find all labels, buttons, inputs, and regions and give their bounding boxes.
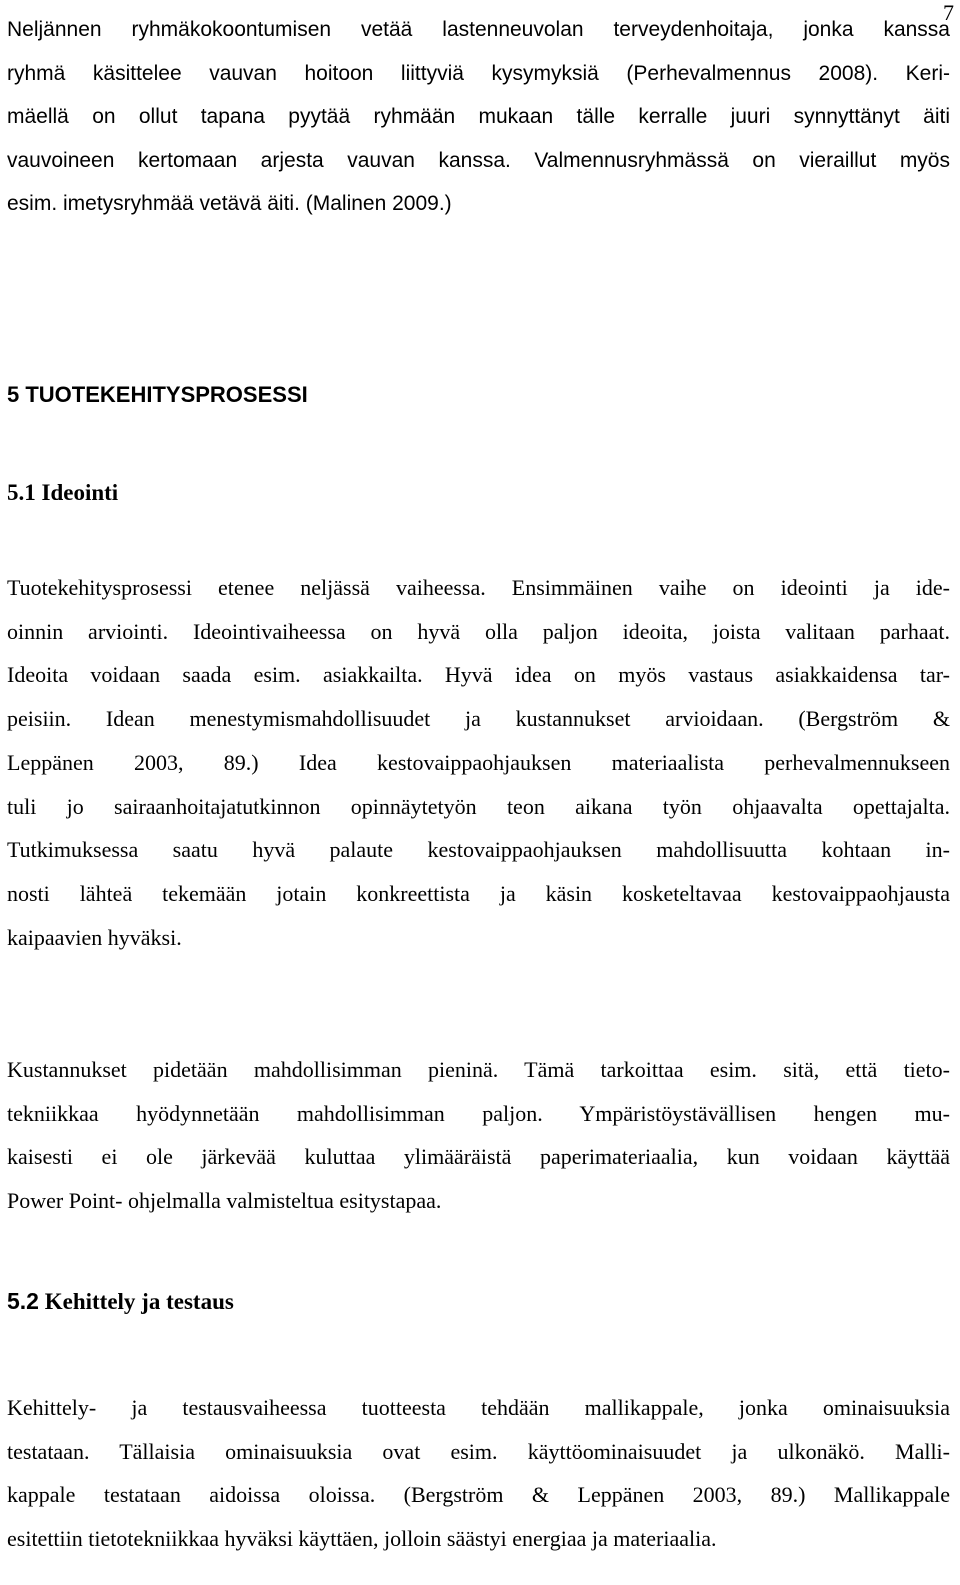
ideointi-p2-line-4: Power Point- ohjelmalla valmisteltua esitystapaa.: [7, 1188, 442, 1214]
ideointi-p1-line-5: Leppänen 2003, 89.) Idea kestovaippaohjauksen materiaalista perhevalmennukseen: [7, 749, 950, 775]
section-heading-kehittely: [7, 1286, 950, 1317]
ideointi-p1-line-2: oinnin arviointi. Ideointivaiheessa on hyvä olla paljon ideoita, joista valitaan parhaat.: [7, 618, 950, 644]
intro-line-4: vauvoineen kertomaan arjesta vauvan kanssa. Valmennusryhmässä on vieraillut myös: [7, 148, 950, 172]
ideointi-p2-line-3: kaisesti ei ole järkevää kuluttaa ylimääräistä paperimateriaalia, kun voidaan käyttää: [7, 1144, 950, 1170]
section-heading-ideointi: 5.1 Ideointi: [7, 480, 119, 505]
page-number: 7: [943, 0, 954, 25]
ideointi-p1-line-6: tuli jo sairaanhoitajatutkinnon opinnäytetyön teon aikana työn ohjaavalta opettajalta.: [7, 793, 950, 819]
intro-line-5: esim. imetysryhmää vetävä äiti. (Malinen 2009.): [7, 192, 452, 215]
kehittely-p1-line-4: esitettiin tietotekniikkaa hyväksi käyttäen, jolloin säästyi energiaa ja materiaalia.: [7, 1526, 717, 1552]
intro-line-1: Neljännen ryhmäkokoontumisen vetää lastenneuvolan terveydenhoitaja, jonka kanssa: [7, 18, 950, 41]
ideointi-p1-line-8: nosti lähteä tekemään jotain konkreettista ja käsin kosketeltavaa kestovaippaohjausta: [7, 880, 950, 906]
ideointi-paragraph-2: [7, 1048, 950, 1223]
ideointi-p1-line-3: Ideoita voidaan saada esim. asiakkailta. Hyvä idea on myös vastaus asiakkaidensa tar-: [7, 662, 950, 688]
ideointi-paragraph-1: [7, 566, 950, 959]
section-heading-kehittely-number: 5.2: [7, 1288, 39, 1314]
ideointi-p1-line-1: Tuotekehitysprosessi etenee neljässä vaiheessa. Ensimmäinen vaihe on ideointi ja ide-: [7, 575, 950, 600]
ideointi-p2-line-2: tekniikkaa hyödynnetään mahdollisimman paljon. Ympäristöystävällisen hengen mu-: [7, 1100, 950, 1126]
kehittely-p1-line-3: kappale testataan aidoissa oloissa. (Bergström & Leppänen 2003, 89.) Mallikappale: [7, 1482, 950, 1508]
ideointi-p1-line-4: peisiin. Idean menestymismahdollisuudet ja kustannukset arvioidaan. (Bergström &: [7, 706, 950, 732]
section-heading-kehittely-text: Kehittely ja testaus: [44, 1289, 234, 1314]
kehittely-paragraph-1: [7, 1386, 950, 1561]
ideointi-p2-line-1: Kustannukset pidetään mahdollisimman pieninä. Tämä tarkoittaa esim. sitä, että tieto-: [7, 1057, 950, 1082]
intro-line-2: ryhmä käsittelee vauvan hoitoon liittyviä kysymyksiä (Perhevalmennus 2008). Keri-: [7, 61, 950, 85]
chapter-heading: 5 TUOTEKEHITYSPROSESSI: [7, 382, 308, 407]
intro-paragraph: [7, 8, 950, 226]
kehittely-p1-line-1: Kehittely- ja testausvaiheessa tuotteesta tehdään mallikappale, jonka ominaisuuksia: [7, 1395, 950, 1420]
ideointi-p1-line-7: Tutkimuksessa saatu hyvä palaute kestovaippaohjauksen mahdollisuutta kohtaan in-: [7, 837, 950, 863]
kehittely-p1-line-2: testataan. Tällaisia ominaisuuksia ovat esim. käyttöominaisuudet ja ulkonäkö. Malli-: [7, 1438, 950, 1464]
ideointi-p1-line-9: kaipaavien hyväksi.: [7, 924, 182, 950]
intro-line-3: mäellä on ollut tapana pyytää ryhmään mukaan tälle kerralle juuri synnyttänyt äiti: [7, 105, 950, 128]
